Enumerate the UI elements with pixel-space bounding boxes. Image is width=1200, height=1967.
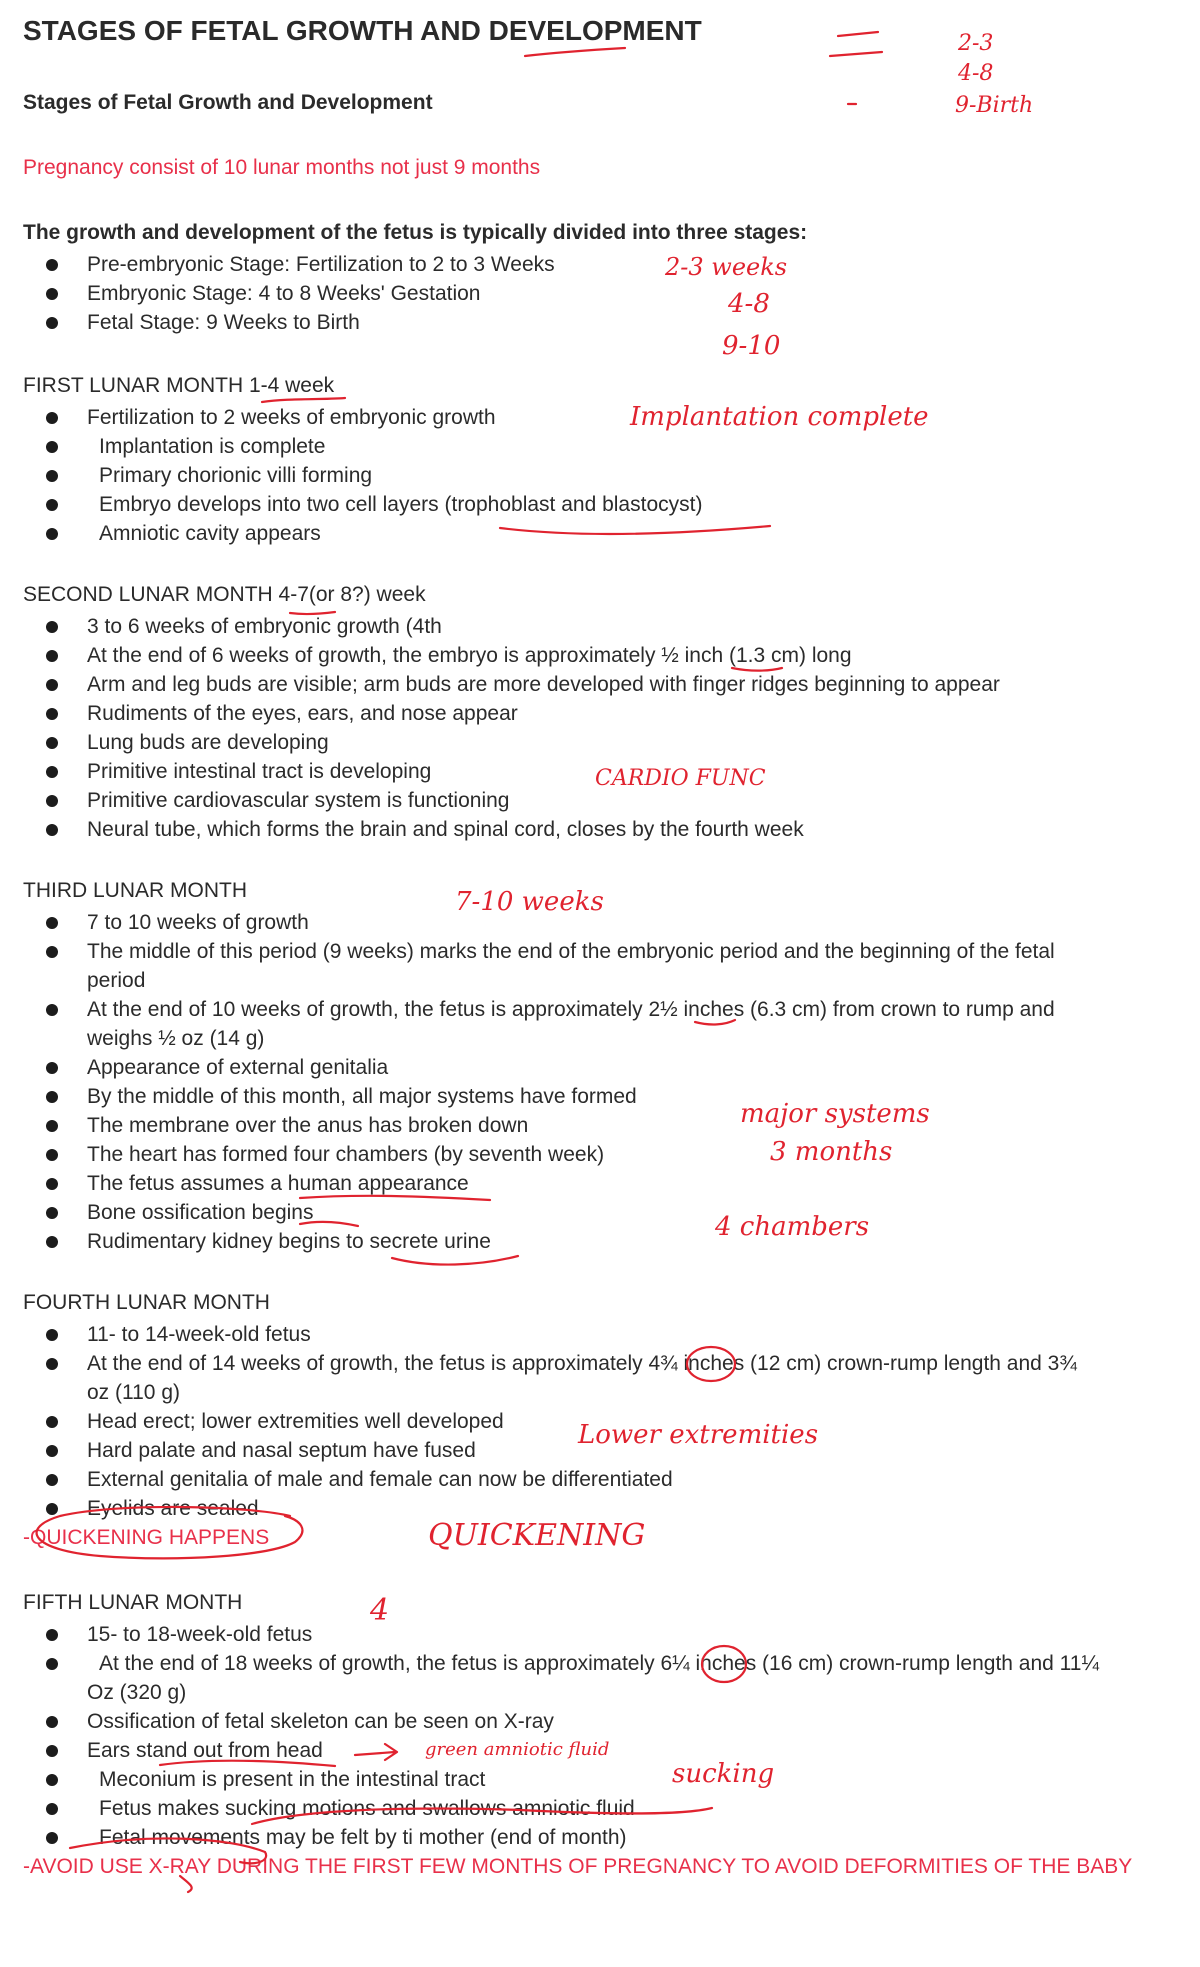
page-subtitle: Stages of Fetal Growth and Development [23,91,433,114]
month2-item: Arm and leg buds are visible; arm buds are more developed with finger ridges beginning to appear [87,673,1000,696]
bullet [46,1474,58,1486]
bullet [46,1091,58,1103]
month3-item: The middle of this period (9 weeks) marks the end of the embryonic period and the beginning of the fetal [87,940,1055,963]
bullet [46,824,58,836]
month2-heading: SECOND LUNAR MONTH 4-7(or 8?) week [23,583,426,606]
month4-item: External genitalia of male and female can now be differentiated [87,1468,673,1491]
ink-note: 7-10 weeks [455,887,604,917]
ink-underline [525,48,625,56]
ink-note: 2-3 [958,31,994,56]
month2-item: Primitive cardiovascular system is functioning [87,789,510,812]
xray-warning-note: -AVOID USE X-RAY DURING THE FIRST FEW MONTHS OF PREGNANCY TO AVOID DEFORMITIES OF THE BABY [23,1855,1133,1878]
ink-underline [392,1256,518,1265]
month3-item: Bone ossification begins [87,1201,314,1224]
bullet [46,288,58,300]
month3-item: The membrane over the anus has broken down [87,1114,529,1137]
bullet [46,766,58,778]
month2-item: Lung buds are developing [87,731,329,754]
ink-note: 3 months [770,1137,893,1167]
bullet [46,1629,58,1641]
month4-item: Hard palate and nasal septum have fused [87,1439,476,1462]
month2-item: At the end of 6 weeks of growth, the embryo is approximately ½ inch (1.3 cm) long [87,644,852,667]
bullet [46,679,58,691]
bullet [46,1207,58,1219]
month3-item: At the end of 10 weeks of growth, the fetus is approximately 2½ inches (6.3 cm) from crown to rump and [87,998,1055,1021]
bullet [46,259,58,271]
ink-note: 4-8 [728,289,770,319]
intro-heading: The growth and development of the fetus is typically divided into three stages: [23,221,808,244]
stage-item: Fetal Stage: 9 Weeks to Birth [87,311,360,334]
page-title: STAGES OF FETAL GROWTH AND DEVELOPMENT [23,15,702,46]
bullet [46,1445,58,1457]
bullet [46,470,58,482]
quickening-note: -QUICKENING HAPPENS [23,1526,270,1549]
month3-item: 7 to 10 weeks of growth [87,911,309,934]
month3-item: The heart has formed four chambers (by seventh week) [87,1143,605,1166]
month5-item: 15- to 18-week-old fetus [87,1623,313,1646]
bullet [46,1149,58,1161]
ink-note: 9-Birth [955,93,1034,118]
month5-item: Ossification of fetal skeleton can be seen on X-ray [87,1710,554,1733]
bullet [46,1716,58,1728]
month3-item: The fetus assumes a human appearance [87,1172,469,1195]
ink-note: Lower extremities [578,1420,819,1450]
month5-item: Fetus makes sucking motions and swallows amniotic fluid [99,1797,635,1820]
bullet [46,528,58,540]
month4-item-continued: oz (110 g) [87,1381,180,1404]
bullet [46,1503,58,1515]
month3-heading: THIRD LUNAR MONTH [23,879,247,902]
month3-item: Appearance of external genitalia [87,1056,389,1079]
ink-note: sucking [672,1759,775,1789]
month3-item-continued: period [87,969,146,992]
ink-dash [838,32,878,36]
ink-dash [830,52,882,56]
ink-arrow [355,1744,397,1760]
ink-note: 2-3 weeks [665,253,788,281]
month4-item: Head erect; lower extremities well developed [87,1410,504,1433]
bullet [46,1236,58,1248]
month1-item: Fertilization to 2 weeks of embryonic growth [87,406,496,429]
bullet [46,1358,58,1370]
bullet [46,795,58,807]
bullet [46,1329,58,1341]
bullet [46,1062,58,1074]
month5-item: Meconium is present in the intestinal tract [99,1768,486,1791]
bullet [46,1745,58,1757]
stage-item: Embryonic Stage: 4 to 8 Weeks' Gestation [87,282,481,305]
bullet [46,917,58,929]
month1-item: Primary chorionic villi forming [99,464,373,487]
month4-item: At the end of 14 weeks of growth, the fetus is approximately 4¾ inches (12 cm) crown-rump length and 3¾ [87,1352,1077,1375]
bullet [46,1774,58,1786]
bullet [46,1004,58,1016]
month3-item: By the middle of this month, all major systems have formed [87,1085,637,1108]
bullet [46,412,58,424]
ink-note: 4 [370,1593,390,1628]
ink-underline [500,526,770,534]
bullet [46,1178,58,1190]
bullet [46,317,58,329]
month1-item: Implantation is complete [99,435,326,458]
ink-note: 4 chambers [715,1212,870,1242]
lunar-months-note: Pregnancy consist of 10 lunar months not just 9 months [23,156,541,179]
bullet [46,650,58,662]
month2-item: Primitive intestinal tract is developing [87,760,432,783]
month5-item-continued: Oz (320 g) [87,1681,187,1704]
bullet [46,621,58,633]
month1-item: Embryo develops into two cell layers (trophoblast and blastocyst) [99,493,703,516]
month3-item-continued: weighs ½ oz (14 g) [87,1027,265,1050]
bullet [46,1803,58,1815]
month4-item: 11- to 14-week-old fetus [87,1323,311,1346]
month2-item: Neural tube, which forms the brain and spinal cord, closes by the fourth week [87,818,804,841]
bullet [46,946,58,958]
month3-item: Rudimentary kidney begins to secrete urine [87,1230,491,1253]
bullet [46,441,58,453]
stage-item: Pre-embryonic Stage: Fertilization to 2 to 3 Weeks [87,253,555,276]
month5-item: Fetal movements may be felt by ti mother (end of month) [99,1826,627,1849]
ink-note: major systems [740,1099,930,1129]
bullet [46,1832,58,1844]
bullet [46,1120,58,1132]
bullet [46,1658,58,1670]
bullet [46,737,58,749]
ink-note: Implantation complete [630,402,929,432]
month5-heading: FIFTH LUNAR MONTH [23,1591,243,1614]
month4-item: Eyelids are sealed [87,1497,259,1520]
ink-note: CARDIO FUNC [595,766,766,791]
ink-note: 9-10 [722,331,781,361]
bullet [46,499,58,511]
month5-item: At the end of 18 weeks of growth, the fetus is approximately 6¼ inches (16 cm) crown-rump length and 11¼ [99,1652,1099,1675]
ink-note: green amniotic fluid [425,1739,610,1760]
month1-heading: FIRST LUNAR MONTH 1-4 week [23,374,335,397]
month4-heading: FOURTH LUNAR MONTH [23,1291,270,1314]
month1-item: Amniotic cavity appears [99,522,321,545]
ink-note: QUICKENING [428,1518,646,1553]
bullet [46,708,58,720]
month2-item: 3 to 6 weeks of embryonic growth (4th [87,615,442,638]
bullet [46,1416,58,1428]
ink-note: 4-8 [958,61,994,86]
month5-item: Ears stand out from head [87,1739,323,1762]
month2-item: Rudiments of the eyes, ears, and nose appear [87,702,518,725]
